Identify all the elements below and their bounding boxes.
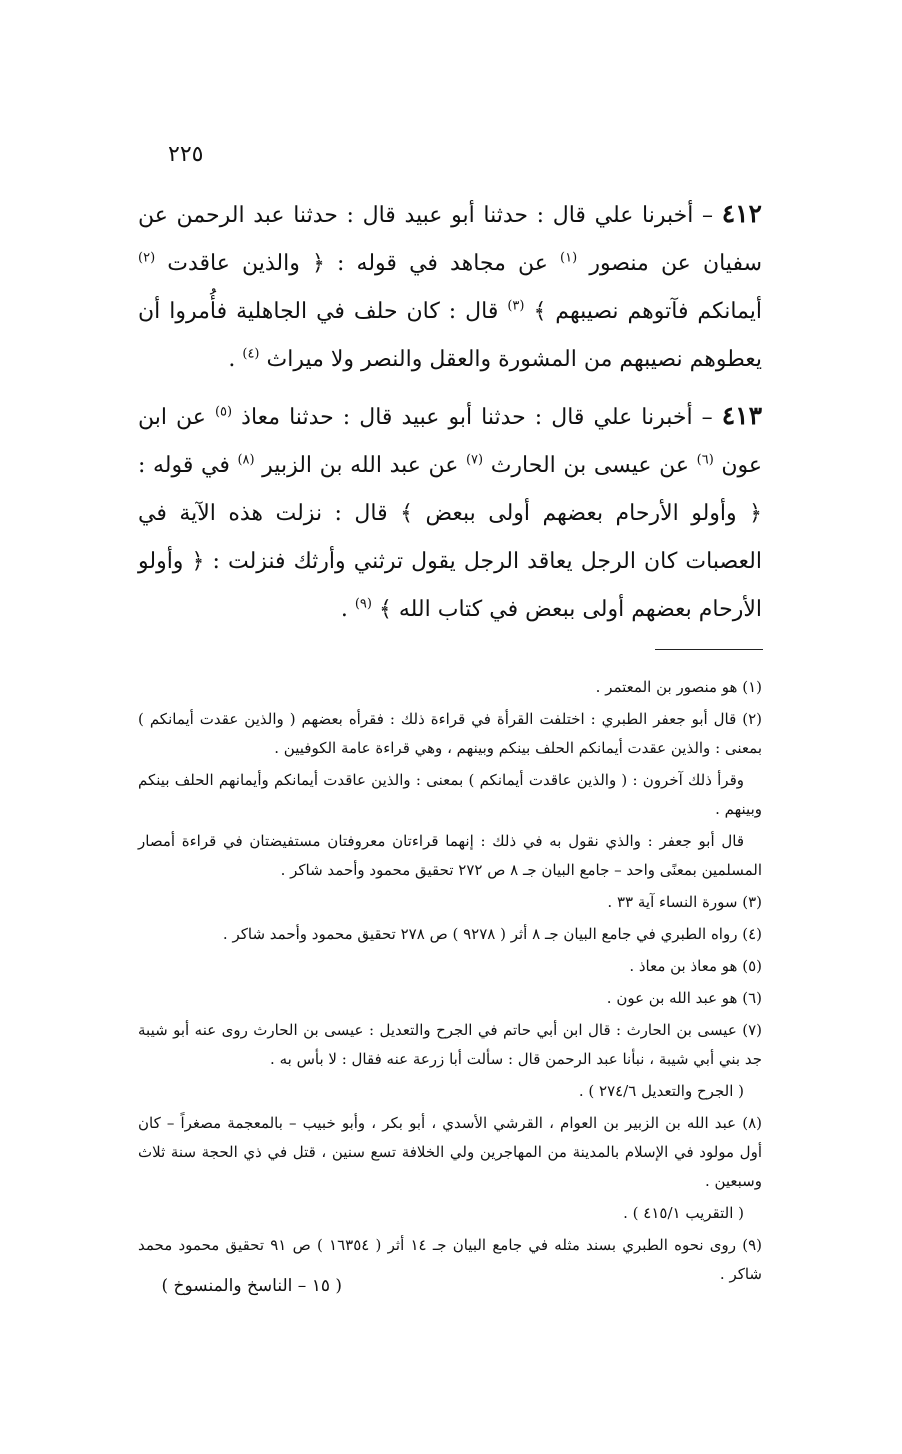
footnote-continuation: وقرأ ذلك آخرون : ( والذين عاقدت أيمانكم ) بمعنى : والذين عاقدت أيمانكم وأيمانهم الحلف بينكم وبينهم . <box>138 771 762 818</box>
footnote: (٦) هو عبد الله بن عون . <box>606 989 762 1007</box>
footnote: (٥) هو معاذ بن معاذ . <box>629 957 762 975</box>
footnote-divider <box>655 649 763 650</box>
footnote-ref: (٩) <box>354 596 372 612</box>
entry-text: – أخبرنا علي قال : حدثنا أبو عبيد قال : حدثنا معاذ $^{(٥)}$ عن ابن عون $^{(٦)}$ عن عيسى بن الحارث $^{(٧)}$ عن عبد الله بن الزبير $^{(٨)}$ في قوله : ﴿ وأولو الأرحام بعضهم أولى ببعض ﴾ قال : نزلت هذه الآية في العصبات كان الرجل يعاقد الرجل يقول ترثني وأرثك فنزلت : ﴿ وأولو الأرحام بعضهم أولى ببعض في كتاب الله ﴾ $^{(٩)}$ . <box>138 404 763 622</box>
entry-412 <box>138 190 762 384</box>
main-text <box>138 190 762 642</box>
footnotes <box>138 673 762 1292</box>
footnote: (١) هو منصور بن المعتمر . <box>595 678 762 696</box>
entry-number: ٤١٢ <box>721 199 762 228</box>
footnote: (٧) عيسى بن الحارث : قال ابن أبي حاتم في الجرح والتعديل : عيسى بن الحارث روى عنه أبو شيبة جد بني أبي شيبة ، نبأنا عبد الرحمن قال : سألت أبا زرعة عنه فقال : لا بأس به . <box>138 1021 762 1068</box>
footnote: (٤) رواه الطبري في جامع البيان جـ ٨ أثر ( ٩٢٧٨ ) ص ٢٧٨ تحقيق محمود وأحمد شاكر . <box>222 925 762 943</box>
footnote-ref: (١) <box>560 250 578 266</box>
entry-413 <box>138 392 762 634</box>
footnote-ref: (٣) <box>507 298 525 314</box>
footnote-ref: (٧) <box>465 452 484 468</box>
footnote: (٢) قال أبو جعفر الطبري : اختلفت القرأة في قراءة ذلك : فقرأه بعضهم ( والذين عقدت أيمانكم ) بمعنى : والذين عقدت أيمانكم الحلف بينكم وبينهم ، وهي قراءة عامة الكوفيين . <box>138 710 762 757</box>
footnote: (٩) روى نحوه الطبري بسند مثله في جامع البيان جـ ١٤ أثر ( ١٦٣٥٤ ) ص ٩١ تحقيق محمود محمد شاكر . <box>138 1236 763 1283</box>
footnote: (٣) سورة النساء آية ٣٣ . <box>607 893 762 911</box>
page-footer: ( ١٥ – الناسخ والمنسوخ ) <box>161 1276 342 1296</box>
footnote-continuation: ( التقريب ٤١٥/١ ) . <box>623 1204 744 1222</box>
page-number: ٢٢٥ <box>168 142 204 167</box>
footnote-ref: (٤) <box>242 346 260 362</box>
footnote-ref: (٨) <box>237 452 255 468</box>
entry-text: – أخبرنا علي قال : حدثنا أبو عبيد قال : حدثنا عبد الرحمن عن سفيان عن منصور $^{(١)}$ عن مجاهد في قوله : ﴿ والذين عاقدت $^{(٢)}$ أيمانكم فآتوهم نصيبهم ﴾ $^{(٣)}$ قال : كان حلف في الجاهلية فأُمروا أن يعطوهم نصيبهم من المشورة والعقل والنصر ولا ميراث $^{(٤)}$ . <box>138 203 763 372</box>
entry-number: ٤١٣ <box>721 401 763 430</box>
footnote-continuation: قال أبو جعفر : والذي نقول به في ذلك : إنهما قراءتان معروفتان مستفيضتان في قراءة أمصار المسلمين بمعنًى واحد – جامع البيان جـ ٨ ص ٢٧٢ تحقيق محمود وأحمد شاكر . <box>138 832 762 879</box>
footnote-ref: (٥) <box>214 404 233 420</box>
footnote-ref: (٦) <box>696 452 714 468</box>
footnote-ref: (٢) <box>138 250 156 266</box>
footnote-continuation: ( الجرح والتعديل ٢٧٤/٦ ) . <box>578 1082 744 1100</box>
footnote: (٨) عبد الله بن الزبير بن العوام ، القرشي الأسدي ، أبو بكر ، وأبو خبيب – بالمعجمة مصغراً – كان أول مولود في الإسلام بالمدينة من المهاجرين ولي الخلافة تسع سنين ، قتل في ذي الحجة سنة ثلاث وسبعين . <box>138 1114 762 1190</box>
